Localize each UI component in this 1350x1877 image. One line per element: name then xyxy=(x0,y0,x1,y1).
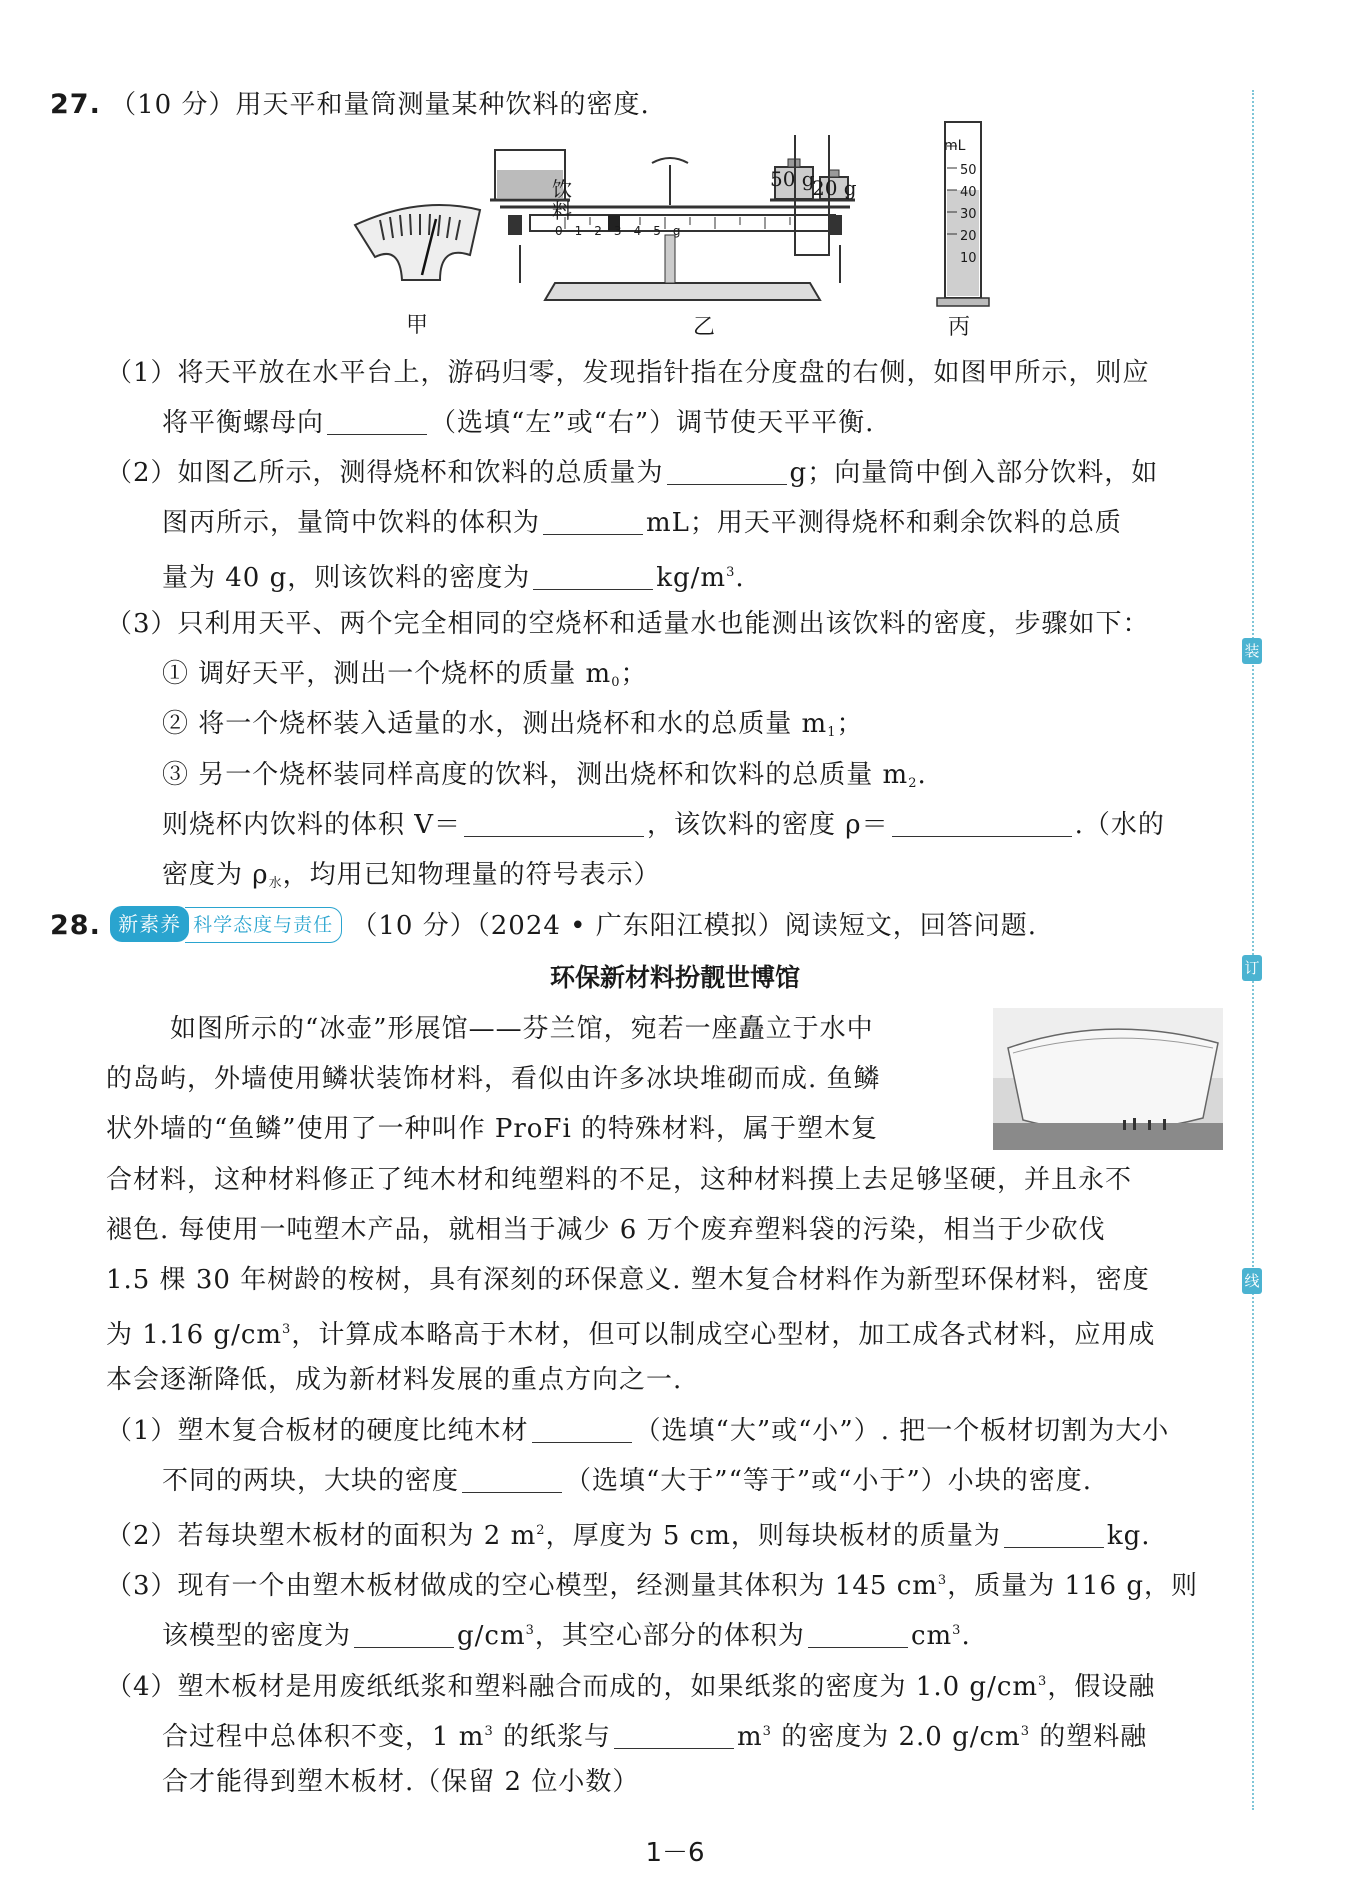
q28-header-line xyxy=(50,906,1037,943)
answer-blank[interactable] xyxy=(464,810,644,837)
q28-q3-line2: 该模型的密度为 $g/cm^3$，其空心部分的体积为 $cm^3$. xyxy=(162,1621,971,1651)
answer-blank[interactable] xyxy=(892,810,1072,837)
q28-para-line7: 为 1.16 $g/cm^3$，计算成本略高于木材，但可以制成空心型材，加工成各式材料，应用成 xyxy=(106,1320,1156,1350)
q27-p3-line1: （3）只利用天平、两个完全相同的空烧杯和适量水也能测出该饮料的密度，步骤如下： xyxy=(106,609,1150,639)
q27-p3-line5: 则烧杯内饮料的体积 V＝ ，该饮料的密度 ρ＝ .（水的 xyxy=(162,810,1165,840)
q28-para-line3: 状外墙的“鱼鳞”使用了一种叫作 ProFi 的特殊材料，属于塑木复 xyxy=(106,1114,879,1144)
q28-number: 28. xyxy=(50,910,101,941)
q28-para-line1: 如图所示的“冰壶”形展馆——芬兰馆，宛若一座矗立于水中 xyxy=(170,1014,874,1044)
answer-blank[interactable] xyxy=(462,1466,562,1493)
answer-blank[interactable] xyxy=(667,458,787,485)
q27-p3-step1: ① 调好天平，测出一个烧杯的质量 $m_0$； xyxy=(162,659,648,690)
q27-header: （10 分）用天平和量筒测量某种饮料的密度. xyxy=(110,90,650,120)
badge-new-literacy: 新素养 xyxy=(110,906,189,942)
q28-q2-line: （2）若每块塑木板材的面积为 2 $m^2$，厚度为 5 cm，则每块板材的质量为 kg. xyxy=(106,1521,1151,1551)
q28-para-line4: 合材料，这种材料修正了纯木材和纯塑料的不足，这种材料摸上去足够坚硬，并且永不 xyxy=(106,1165,1133,1195)
q27-figure xyxy=(340,135,1020,345)
q27-p2-line2: 图丙所示，量筒中饮料的体积为 mL；用天平测得烧杯和剩余饮料的总质 xyxy=(162,508,1122,538)
scale-ticks: 012345g xyxy=(555,224,693,238)
cylinder-ticks: 50 40 30 20 10 xyxy=(960,163,977,266)
binding-line xyxy=(1252,90,1254,1810)
answer-blank[interactable] xyxy=(532,1416,632,1443)
page-number: 1－6 xyxy=(645,1838,705,1868)
q28-q4-line2: 合过程中总体积不变，1 $m^3$ 的纸浆与 $m^3$ 的密度为 2.0 $g/cm^3$ 的塑料融 xyxy=(162,1722,1148,1752)
q28-q4-line1: （4）塑木板材是用废纸纸浆和塑料融合而成的，如果纸浆的密度为 1.0 $g/cm^3$，假设融 xyxy=(106,1672,1156,1702)
answer-blank[interactable] xyxy=(1004,1521,1104,1548)
q28-q1-line2: 不同的两块，大块的密度 （选填“大于”“等于”或“小于”）小块的密度. xyxy=(162,1466,1093,1496)
answer-blank[interactable] xyxy=(533,563,653,590)
margin-tag-ding: 订 xyxy=(1242,955,1262,981)
weight-50-label: 50 g xyxy=(770,167,815,191)
answer-blank[interactable] xyxy=(354,1621,454,1648)
badge-science-attitude: 科学态度与责任 xyxy=(185,907,342,943)
q28-q3-line1: （3）现有一个由塑木板材做成的空心模型，经测量其体积为 145 $cm^3$，质量为 116 g，则 xyxy=(106,1571,1199,1601)
q28-q4-line3: 合才能得到塑木板材.（保留 2 位小数） xyxy=(162,1767,640,1797)
q27-p3-step2: ② 将一个烧杯装入适量的水，测出烧杯和水的总质量 $m_1$； xyxy=(162,709,864,740)
q27-number: 27. xyxy=(50,89,101,120)
q28-para-line8: 本会逐渐降低，成为新材料发展的重点方向之一. xyxy=(106,1365,683,1395)
q28-para-line6: 1.5 棵 30 年树龄的桉树，具有深刻的环保意义. 塑木复合材料作为新型环保材料，密度 xyxy=(106,1265,1150,1295)
q27-p1-line1: （1）将天平放在水平台上，游码归零，发现指针指在分度盘的右侧，如图甲所示，则应 xyxy=(106,358,1150,388)
cylinder-unit: mL xyxy=(944,138,966,154)
q27-p2-line1: （2）如图乙所示，测得烧杯和饮料的总质量为 g；向量筒中倒入部分饮料，如 xyxy=(106,458,1159,488)
answer-blank[interactable] xyxy=(614,1722,734,1749)
q27-p3-step3: ③ 另一个烧杯装同样高度的饮料，测出烧杯和饮料的总质量 $m_2$. xyxy=(162,760,927,791)
answer-blank[interactable] xyxy=(327,408,427,435)
figure-label-jia: 甲 xyxy=(406,313,429,338)
figure-label-yi: 乙 xyxy=(693,315,716,340)
answer-blank[interactable] xyxy=(808,1621,908,1648)
q27-p2-line3: 量为 40 g，则该饮料的密度为 $kg/m^3$. xyxy=(162,563,745,593)
q28-para-line5: 褪色. 每使用一吨塑木产品，就相当于减少 6 万个废弃塑料袋的污染，相当于少砍伐 xyxy=(106,1215,1106,1245)
q28-header: （10 分）（2024 • 广东阳江模拟）阅读短文，回答问题. xyxy=(351,911,1038,941)
q27-header-line xyxy=(50,88,650,122)
dial-jia xyxy=(355,205,480,280)
beaker-label: 饮料 xyxy=(552,177,572,223)
q28-para-line2: 的岛屿，外墙使用鳞状装饰材料，看似由许多冰块堆砌而成. 鱼鳞 xyxy=(106,1064,881,1094)
figure-label-bing: 丙 xyxy=(948,315,971,340)
q28-q1-line1: （1）塑木复合板材的硬度比纯木材 （选填“大”或“小”）. 把一个板材切割为大小 xyxy=(106,1416,1170,1446)
q27-p3-line6: 密度为 $\rho_水$，均用已知物理量的符号表示） xyxy=(162,860,661,891)
pavilion-photo xyxy=(993,1008,1223,1150)
margin-tag-xian: 线 xyxy=(1242,1268,1262,1294)
q27-p1-line2: 将平衡螺母向 （选填“左”或“右”）调节使天平平衡. xyxy=(162,408,875,438)
answer-blank[interactable] xyxy=(543,508,643,535)
margin-tag-zhuang: 装 xyxy=(1242,638,1262,664)
weight-20-label: 20 g xyxy=(812,176,857,200)
q28-article-title: 环保新材料扮靓世博馆 xyxy=(549,963,800,992)
